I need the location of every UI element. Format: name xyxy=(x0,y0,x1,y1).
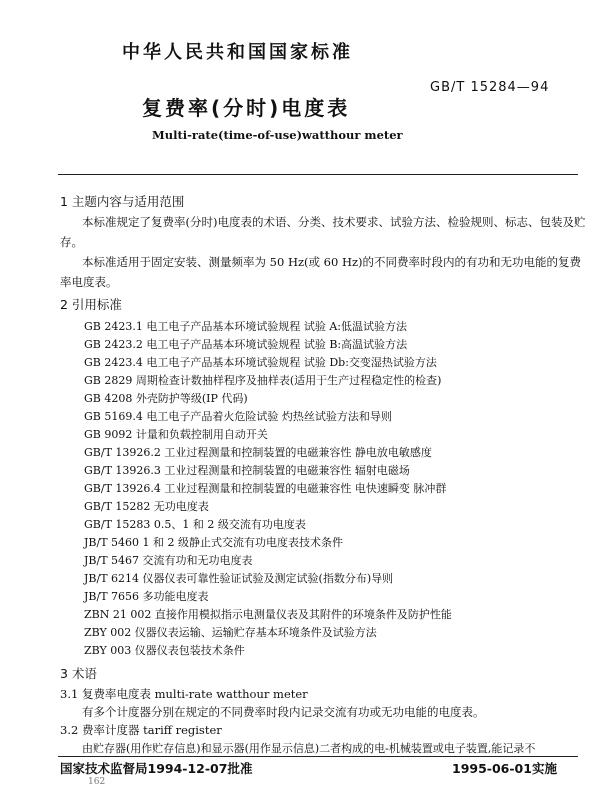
reference-item: GB/T 15283 0.5、1 和 2 级交流有功电度表 xyxy=(84,518,306,531)
term-3-2-body: 由贮存器(用作贮存信息)和显示器(用作显示信息)二者构成的电-机械装置或电子装置,能记录不 xyxy=(82,742,536,755)
implementation-date: 1995-06-01实施 xyxy=(452,761,557,776)
term-3-2-heading: 3.2 费率计度器 tariff register xyxy=(60,723,222,737)
reference-item: GB/T 13926.3 工业过程测量和控制装置的电磁兼容性 辐射电磁场 xyxy=(84,464,410,477)
reference-item: GB/T 13926.2 工业过程测量和控制装置的电磁兼容性 静电放电敏感度 xyxy=(84,446,432,459)
reference-item: JB/T 7656 多功能电度表 xyxy=(84,590,209,603)
reference-item: ZBY 002 仪器仪表运输、运输贮存基本环境条件及试验方法 xyxy=(84,626,377,639)
term-3-1-body: 有多个计度器分别在规定的不同费率时段内记录交流有功或无功电能的电度表。 xyxy=(82,705,485,719)
section-1-para-1-line-1: 本标准规定了复费率(分时)电度表的术语、分类、技术要求、试验方法、检验规则、标志、包装及贮 xyxy=(82,215,586,229)
footer-rule xyxy=(58,756,578,757)
reference-item: JB/T 5467 交流有功和无功电度表 xyxy=(84,554,253,567)
reference-item: GB 2423.4 电工电子产品基本环境试验规程 试验 Db:交变湿热试验方法 xyxy=(84,356,437,369)
section-1-para-1-line-2: 存。 xyxy=(60,235,83,249)
reference-item: GB 5169.4 电工电子产品着火危险试验 灼热丝试验方法和导则 xyxy=(84,410,392,423)
reference-item: JB/T 6214 仪器仪表可靠性验证试验及测定试验(指数分布)导则 xyxy=(84,572,394,585)
reference-item: GB/T 15282 无功电度表 xyxy=(84,500,209,513)
reference-item: GB 2829 周期检查计数抽样程序及抽样表(适用于生产过程稳定性的检查) xyxy=(84,374,442,387)
approval-date: 国家技术监督局1994-12-07批准 xyxy=(60,761,253,776)
page-number: 162 xyxy=(88,777,106,787)
reference-item: GB 2423.1 电工电子产品基本环境试验规程 试验 A:低温试验方法 xyxy=(84,320,407,333)
reference-item: GB/T 13926.4 工业过程测量和控制装置的电磁兼容性 电快速瞬变 脉冲群 xyxy=(84,482,447,495)
section-1-heading: 1 主题内容与适用范围 xyxy=(60,194,185,209)
reference-item: GB 4208 外壳防护等级(IP 代码) xyxy=(84,392,248,405)
reference-item: ZBN 21 002 直接作用模拟指示电测量仪表及其附件的环境条件及防护性能 xyxy=(84,608,452,621)
section-1-para-2-line-2: 率电度表。 xyxy=(60,275,118,289)
term-3-1-heading: 3.1 复费率电度表 multi-rate watthour meter xyxy=(60,687,308,701)
reference-item: JB/T 5460 1 和 2 级静止式交流有功电度表技术条件 xyxy=(84,536,344,549)
document-title-en: Multi-rate(time-of-use)watthour meter xyxy=(152,128,403,142)
national-standard-title: 中华人民共和国国家标准 xyxy=(122,42,353,63)
reference-item: ZBY 003 仪器仪表包装技术条件 xyxy=(84,644,245,657)
document-title-cn: 复费率(分时)电度表 xyxy=(142,96,351,120)
header-rule xyxy=(58,174,578,175)
reference-item: GB 2423.2 电工电子产品基本环境试验规程 试验 B:高温试验方法 xyxy=(84,338,408,351)
section-2-heading: 2 引用标准 xyxy=(60,297,122,312)
standard-number: GB/T 15284—94 xyxy=(430,80,550,95)
reference-item: GB 9092 计量和负载控制用自动开关 xyxy=(84,428,268,441)
section-1-para-2-line-1: 本标准适用于固定安装、测量频率为 50 Hz(或 60 Hz)的不同费率时段内的有功和无功电能的复费 xyxy=(82,255,582,269)
section-3-heading: 3 术语 xyxy=(60,666,97,681)
